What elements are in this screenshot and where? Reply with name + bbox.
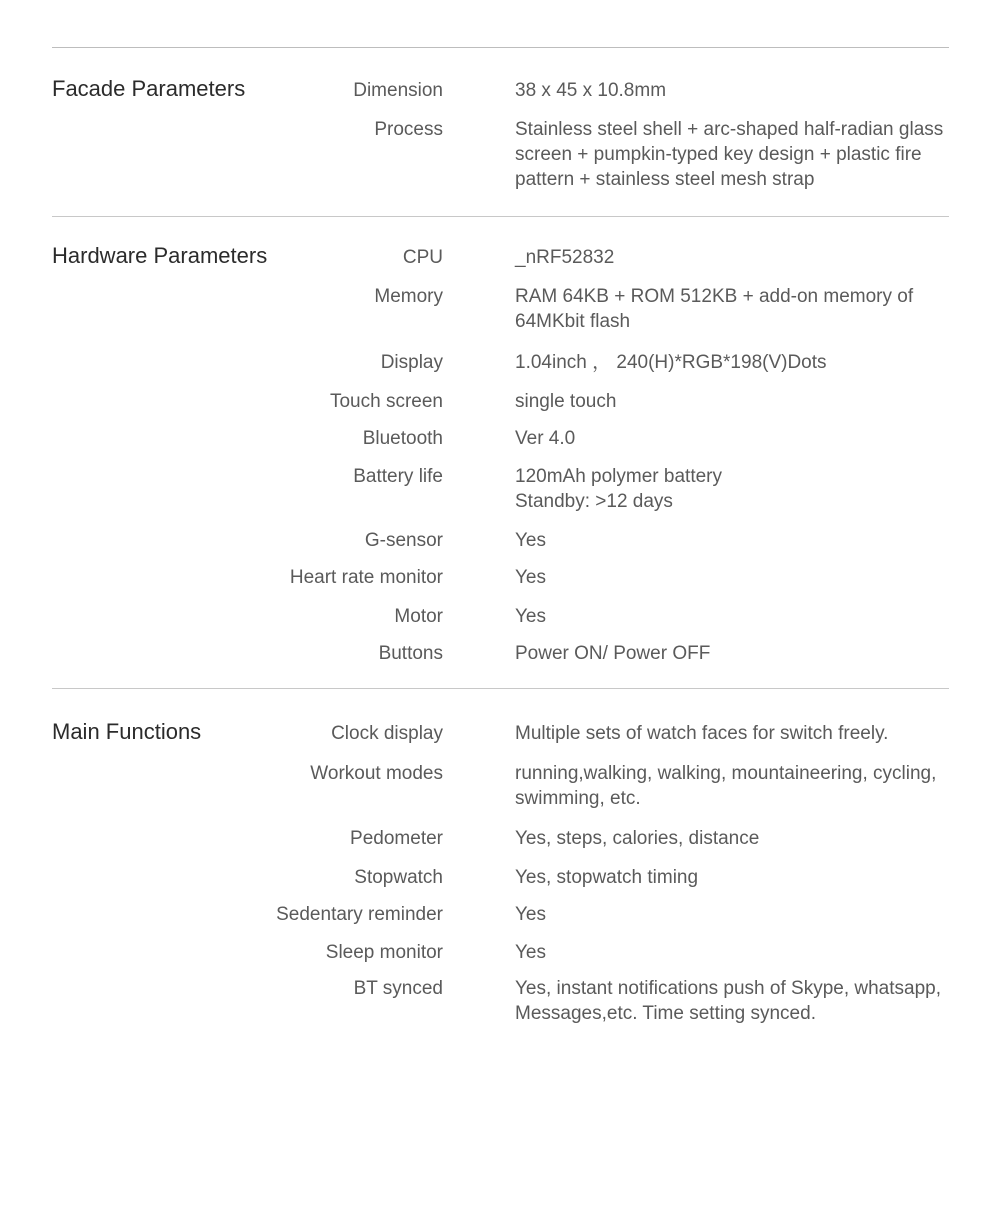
section-title-facade: Facade Parameters [52,76,246,101]
spec-label-stopwatch: Stopwatch [354,867,443,888]
spec-value-dimension: 38 x 45 x 10.8mm [515,80,667,101]
spec-label-touch-screen: Touch screen [329,391,443,412]
spec-value-sedentary-reminder: Yes [515,904,546,925]
spec-label-dimension: Dimension [353,80,443,101]
spec-label-bluetooth: Bluetooth [362,428,443,449]
spec-label-process: Process [374,119,443,140]
spec-label-g-sensor: G-sensor [364,530,443,551]
spec-label-clock-display: Clock display [331,723,443,744]
spec-value-process: Stainless steel shell + arc-shaped half-radian glass screen + pumpkin-typed key design + plastic fire pattern + stainless steel mesh strap [515,119,944,190]
divider-top [52,47,949,48]
spec-value-g-sensor: Yes [515,530,546,551]
spec-value-stopwatch: Yes, stopwatch timing [515,867,699,888]
spec-label-memory: Memory [374,286,443,307]
section-title-hardware: Hardware Parameters [52,243,268,268]
spec-value-sleep-monitor: Yes [515,942,546,963]
section-title-main-functions: Main Functions [52,719,202,744]
spec-value-battery-life: 120mAh polymer battery Standby: >12 days [515,466,722,512]
spec-value-pedometer: Yes, steps, calories, distance [515,828,760,849]
spec-label-heart-rate-monitor: Heart rate monitor [289,567,443,588]
divider-hardware-functions [52,688,949,689]
spec-label-sedentary-reminder: Sedentary reminder [276,904,443,925]
spec-label-workout-modes: Workout modes [310,763,443,784]
spec-value-motor: Yes [515,606,546,627]
spec-value-display: 1.04inch ， 240(H)*RGB*198(V)Dots [515,352,827,373]
spec-label-motor: Motor [394,606,443,627]
divider-facade-hardware [52,216,949,217]
spec-label-pedometer: Pedometer [350,828,443,849]
spec-value-clock-display: Multiple sets of watch faces for switch freely. [515,723,889,744]
spec-label-bt-synced: BT synced [353,978,443,999]
spec-label-cpu: CPU [402,247,443,268]
spec-value-memory: RAM 64KB + ROM 512KB + add-on memory of 64MKbit flash [515,286,914,332]
spec-label-battery-life: Battery life [353,466,443,487]
spec-value-cpu: _nRF52832 [515,247,615,268]
spec-value-bt-synced: Yes, instant notifications push of Skype, whatsapp, Messages,etc. Time setting synced. [515,978,942,1024]
spec-value-buttons: Power ON/ Power OFF [515,643,711,664]
spec-label-buttons: Buttons [378,643,443,664]
spec-value-workout-modes: running,walking, walking, mountaineering, cycling, swimming, etc. [515,763,937,809]
spec-value-bluetooth: Ver 4.0 [515,428,576,449]
spec-value-heart-rate-monitor: Yes [515,567,546,588]
spec-label-display: Display [380,352,443,373]
spec-value-touch-screen: single touch [515,391,617,412]
spec-label-sleep-monitor: Sleep monitor [325,942,443,963]
